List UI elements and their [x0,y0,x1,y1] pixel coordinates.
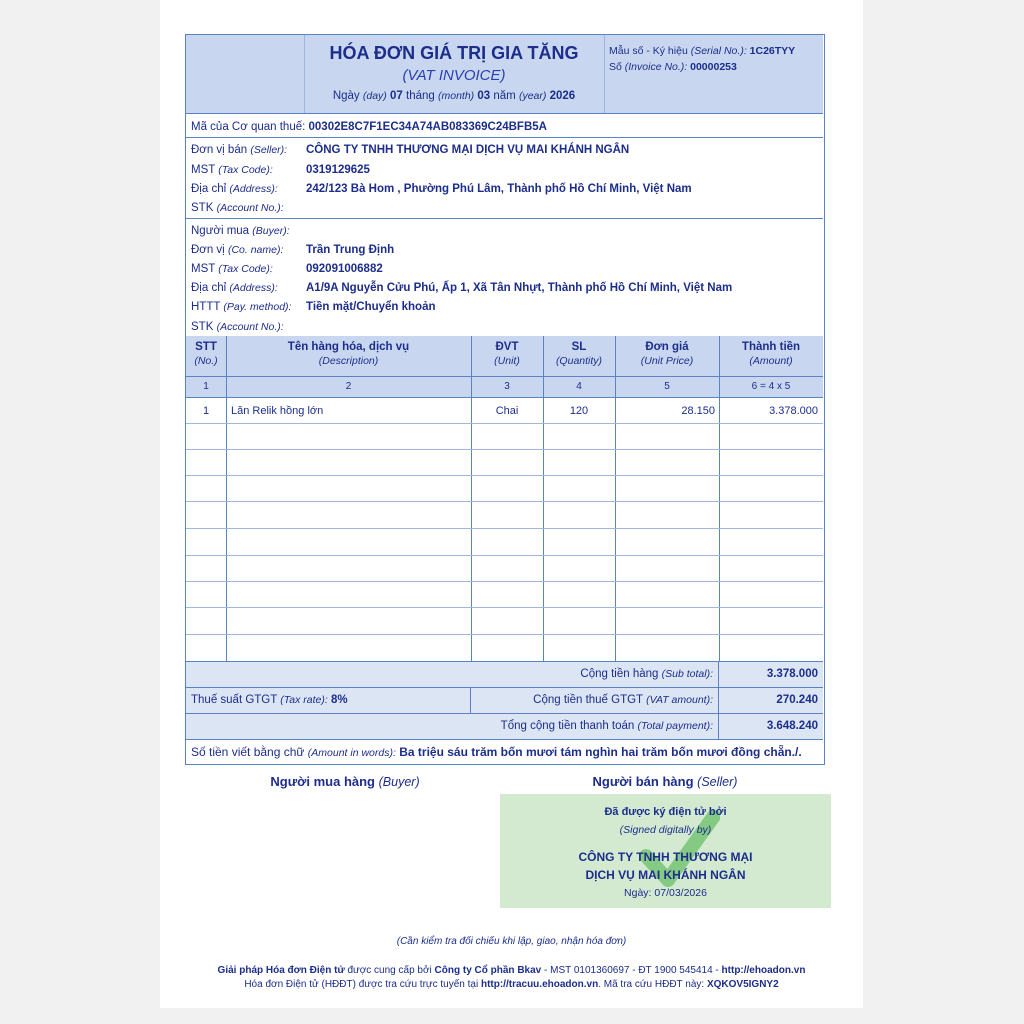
buyer-pay-method: HTTT (Pay. method): Tiền mặt/Chuyển khoản [191,301,436,313]
signed-by-label-en: (Signed digitally by) [619,824,712,836]
col-number: 2 [226,376,471,397]
tracuu-link[interactable]: http://tracuu.ehoadon.vn [480,979,599,990]
row-no: 1 [202,405,210,417]
subtotal-value: 3.378.000 [766,668,818,680]
buyer-account: STK (Account No.): [191,321,284,333]
seller-account: STK (Account No.): [191,202,284,214]
footer-note: (Cần kiểm tra đối chiếu khi lập, giao, nhận hóa đơn) [396,936,627,947]
invoice-frame [185,34,825,765]
signer-name-line1: CÔNG TY TNHH THƯƠNG MẠI [578,850,753,864]
row-unit: Chai [495,405,519,417]
invoice-date: Ngày (day) 07 tháng (month) 03 năm (year) 2026 [332,90,576,102]
seller-signature-title: Người bán hàng (Seller) [592,774,738,789]
row-amount: 3.378.000 [769,405,818,417]
invoice-title: HÓA ĐƠN GIÁ TRỊ GIA TĂNG [329,43,579,63]
signed-date: Ngày: 07/03/2026 [624,887,707,899]
vat-value: 270.240 [776,694,818,706]
col-header-amount: Thành tiền (Amount) [719,336,823,376]
col-header-quantity: SL (Quantity) [543,336,615,376]
buyer-signature-title: Người mua hàng (Buyer) [270,774,420,789]
serial-number: Mẫu số - Ký hiệu (Serial No.): 1C26TYY [609,45,796,57]
subtotal-row: Cộng tiền hàng (Sub total): 3.378.000 [186,661,823,688]
col-number: 6 = 4 x 5 [719,376,823,397]
signer-name-line2: DỊCH VỤ MAI KHÁNH NGÂN [585,868,746,882]
footer-provider: Giải pháp Hóa đơn Điện tử được cung cấp bởi Công ty Cổ phần Bkav - MST 0101360697 - ĐT 1900 545414 - http://ehoadon.vn [217,965,806,976]
amount-in-words: Số tiền viết bằng chữ (Amount in words): Ba triệu sáu trăm bốn mươi tám nghìn hai trăm bốn mươi đồng chẵn./. [191,745,802,759]
buyer-label: Người mua (Buyer): [191,225,290,237]
col-header-no: STT (No.) [186,336,226,376]
col-number: 3 [471,376,543,397]
invoice-header [186,35,823,114]
invoice-number: Số (Invoice No.): 00000253 [609,61,737,73]
col-number: 5 [615,376,719,397]
seller-name: Đơn vị bán (Seller): CÔNG TY TNHH THƯƠNG MẠI DỊCH VỤ MAI KHÁNH NGÂN [191,144,630,156]
signed-by-label: Đã được ký điện tử bởi [604,806,727,818]
total-row: Tổng cộng tiền thanh toán (Total payment): 3.648.240 [186,713,823,740]
col-number: 4 [543,376,615,397]
digital-signature-box [500,794,831,908]
total-value: 3.648.240 [766,720,818,732]
tax-authority-code: Mã của Cơ quan thuế: 00302E8C7F1EC34A74AB083369C24BFB5A [191,121,547,133]
buyer-tax-code: MST (Tax Code): 092091006882 [191,263,383,275]
row-quantity: 120 [569,405,589,417]
vat-row: Thuế suất GTGT (Tax rate): 8% Cộng tiền thuế GTGT (VAT amount): 270.240 [186,687,823,714]
tax-rate: Thuế suất GTGT (Tax rate): 8% [191,694,348,706]
col-header-description: Tên hàng hóa, dịch vụ (Description) [226,336,471,376]
col-number: 1 [186,376,226,397]
invoice-subtitle: (VAT INVOICE) [402,67,506,84]
seller-address: Địa chỉ (Address): 242/123 Bà Hom , Phường Phú Lâm, Thành phố Hồ Chí Minh, Việt Nam [191,183,692,195]
buyer-name: Đơn vị (Co. name): Trần Trung Định [191,244,395,256]
row-description: Lăn Relik hồng lớn [231,405,324,417]
seller-tax-code: MST (Tax Code): 0319129625 [191,164,370,176]
col-header-unit-price: Đơn giá (Unit Price) [615,336,719,376]
footer-lookup: Hóa đơn Điện tử (HĐĐT) được tra cứu trực tuyến tại http://tracuu.ehoadon.vn. Mã tra cứu HĐĐT này: XQKOV5IGNY2 [244,979,779,990]
buyer-address: Địa chỉ (Address): A1/9A Nguyễn Cửu Phú, Ấp 1, Xã Tân Nhựt, Thành phố Hồ Chí Minh, Việt Nam [191,282,733,294]
col-header-unit: ĐVT (Unit) [471,336,543,376]
row-unit-price: 28.150 [681,405,715,417]
ehoadon-link[interactable]: http://ehoadon.vn [721,965,806,976]
